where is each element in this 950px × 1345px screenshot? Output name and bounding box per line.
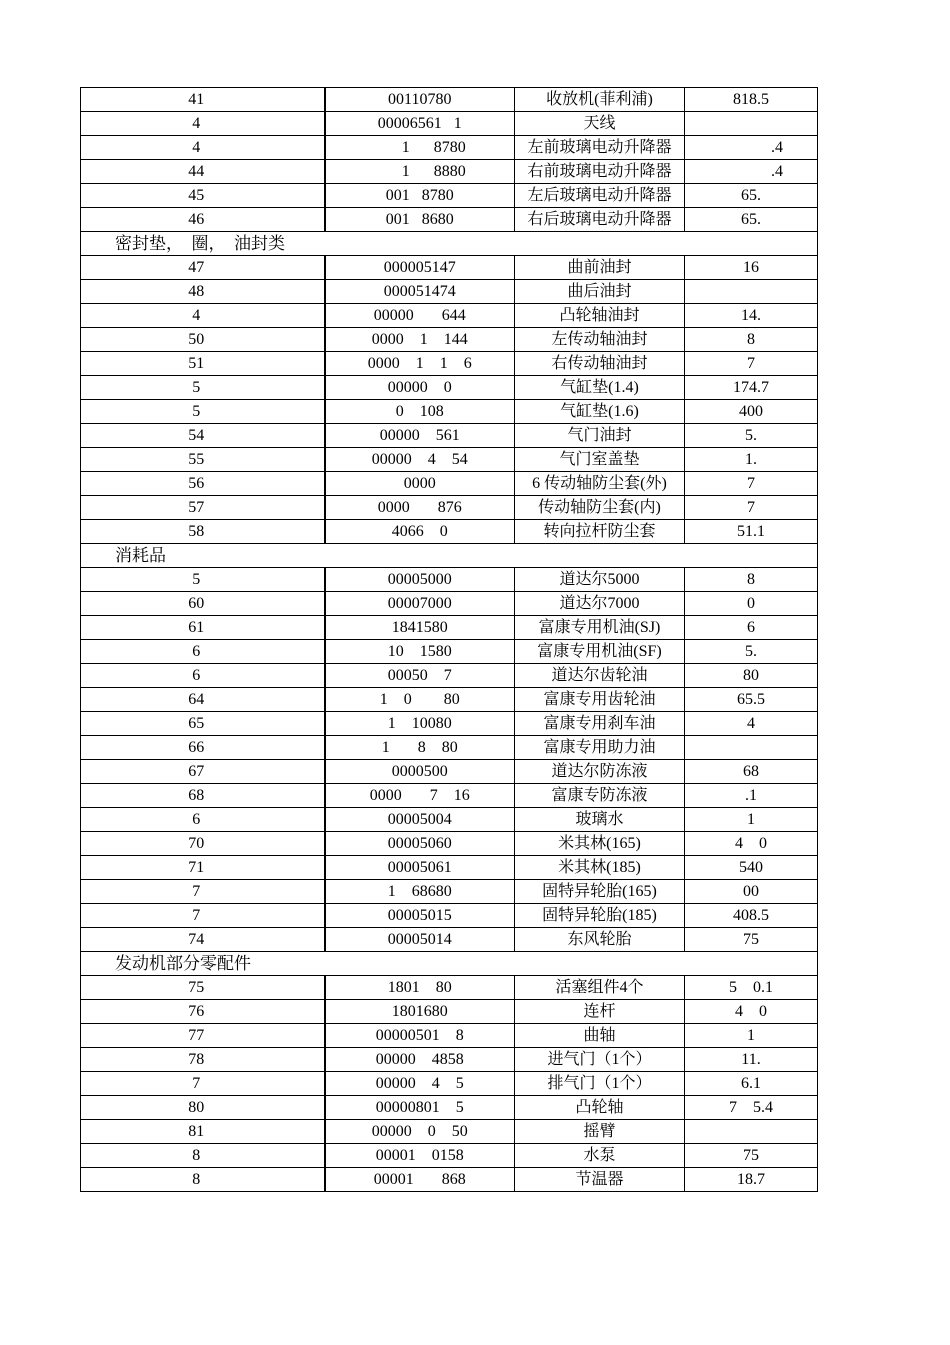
part-price: 7	[685, 352, 818, 376]
row-number: 6	[81, 664, 325, 688]
part-name: 气缸垫(1.6)	[515, 400, 685, 424]
table-row	[81, 928, 818, 952]
part-name: 水泵	[515, 1144, 685, 1168]
row-number: 76	[81, 1000, 325, 1024]
part-code: 00001 0158	[325, 1144, 515, 1168]
part-code: 0 108	[325, 400, 515, 424]
part-code: 00000801 5	[325, 1096, 515, 1120]
part-code: 0000 1 1 6	[325, 352, 515, 376]
part-name: 凸轮轴	[515, 1096, 685, 1120]
row-number: 64	[81, 688, 325, 712]
part-name: 富康专用机油(SJ)	[515, 616, 685, 640]
part-code: 0000 876	[325, 496, 515, 520]
row-number: 55	[81, 448, 325, 472]
part-code: 000051474	[325, 280, 515, 304]
section-title: 消耗品	[81, 544, 818, 568]
table-row	[81, 592, 818, 616]
part-price: .4	[685, 160, 818, 184]
part-code: 1801 80	[325, 976, 515, 1000]
part-price: 7	[685, 496, 818, 520]
row-number: 65	[81, 712, 325, 736]
table-row	[81, 208, 818, 232]
part-code: 00000 4 54	[325, 448, 515, 472]
part-name: 6 传动轴防尘套(外)	[515, 472, 685, 496]
part-price: 540	[685, 856, 818, 880]
part-name: 左前玻璃电动升降器	[515, 136, 685, 160]
table-row	[81, 784, 818, 808]
part-price: 4 0	[685, 1000, 818, 1024]
part-price: 16	[685, 256, 818, 280]
part-code: 1841580	[325, 616, 515, 640]
row-number: 4	[81, 112, 325, 136]
part-price: 65.	[685, 208, 818, 232]
part-price: 5.	[685, 640, 818, 664]
row-number: 44	[81, 160, 325, 184]
row-number: 5	[81, 568, 325, 592]
table-row	[81, 1096, 818, 1120]
table-row	[81, 400, 818, 424]
part-price: 14.	[685, 304, 818, 328]
part-code: 000005147	[325, 256, 515, 280]
table-row	[81, 736, 818, 760]
section-title: 密封垫， 圈， 油封类	[81, 232, 818, 256]
part-code: 00005014	[325, 928, 515, 952]
part-name: 富康专用助力油	[515, 736, 685, 760]
part-price: 6.1	[685, 1072, 818, 1096]
part-price	[685, 112, 818, 136]
part-name: 摇臂	[515, 1120, 685, 1144]
part-price: 818.5	[685, 88, 818, 112]
part-code: 0000 1 144	[325, 328, 515, 352]
table-row	[81, 712, 818, 736]
part-name: 右后玻璃电动升降器	[515, 208, 685, 232]
section-header-row	[81, 544, 818, 568]
row-number: 50	[81, 328, 325, 352]
row-number: 70	[81, 832, 325, 856]
row-number: 80	[81, 1096, 325, 1120]
part-name: 玻璃水	[515, 808, 685, 832]
part-name: 曲后油封	[515, 280, 685, 304]
row-number: 71	[81, 856, 325, 880]
table-row	[81, 1144, 818, 1168]
row-number: 48	[81, 280, 325, 304]
row-number: 46	[81, 208, 325, 232]
part-code: 00001 868	[325, 1168, 515, 1192]
table-row	[81, 616, 818, 640]
part-name: 气缸垫(1.4)	[515, 376, 685, 400]
part-name: 右前玻璃电动升降器	[515, 160, 685, 184]
part-price: 400	[685, 400, 818, 424]
table-row	[81, 352, 818, 376]
part-name: 转向拉杆防尘套	[515, 520, 685, 544]
row-number: 54	[81, 424, 325, 448]
table-row	[81, 1072, 818, 1096]
part-price: 75	[685, 928, 818, 952]
part-code: 00000 0 50	[325, 1120, 515, 1144]
part-code: 10 1580	[325, 640, 515, 664]
part-code: 1 8 80	[325, 736, 515, 760]
table-row	[81, 184, 818, 208]
part-code: 1801680	[325, 1000, 515, 1024]
part-code: 00000 4858	[325, 1048, 515, 1072]
part-name: 东风轮胎	[515, 928, 685, 952]
part-code: 00006561 1	[325, 112, 515, 136]
section-title: 发动机部分零配件	[81, 952, 818, 976]
row-number: 45	[81, 184, 325, 208]
part-code: 00000 561	[325, 424, 515, 448]
row-number: 4	[81, 304, 325, 328]
table-row	[81, 880, 818, 904]
part-price: 174.7	[685, 376, 818, 400]
row-number: 60	[81, 592, 325, 616]
table-row	[81, 256, 818, 280]
part-code: 1 8880	[325, 160, 515, 184]
table-row	[81, 832, 818, 856]
row-number: 7	[81, 904, 325, 928]
row-number: 77	[81, 1024, 325, 1048]
part-name: 左后玻璃电动升降器	[515, 184, 685, 208]
part-code: 00005015	[325, 904, 515, 928]
part-price: 75	[685, 1144, 818, 1168]
part-price: 7	[685, 472, 818, 496]
row-number: 7	[81, 1072, 325, 1096]
table-row	[81, 448, 818, 472]
row-number: 61	[81, 616, 325, 640]
table-row	[81, 1024, 818, 1048]
row-number: 56	[81, 472, 325, 496]
part-price: 18.7	[685, 1168, 818, 1192]
part-code: 00005000	[325, 568, 515, 592]
table-row	[81, 1048, 818, 1072]
table-row	[81, 280, 818, 304]
part-price: .4	[685, 136, 818, 160]
part-code: 1 8780	[325, 136, 515, 160]
part-name: 气门油封	[515, 424, 685, 448]
table-row	[81, 472, 818, 496]
part-price	[685, 1120, 818, 1144]
part-price: 1.	[685, 448, 818, 472]
row-number: 7	[81, 880, 325, 904]
table-row	[81, 760, 818, 784]
row-number: 6	[81, 640, 325, 664]
table-row	[81, 304, 818, 328]
row-number: 5	[81, 400, 325, 424]
part-name: 米其林(165)	[515, 832, 685, 856]
part-name: 活塞组件4个	[515, 976, 685, 1000]
row-number: 81	[81, 1120, 325, 1144]
part-name: 进气门（1个）	[515, 1048, 685, 1072]
part-price: 68	[685, 760, 818, 784]
section-header-row	[81, 232, 818, 256]
part-code: 00050 7	[325, 664, 515, 688]
part-price: 0	[685, 592, 818, 616]
part-code: 00000 0	[325, 376, 515, 400]
part-name: 曲轴	[515, 1024, 685, 1048]
part-name: 传动轴防尘套(内)	[515, 496, 685, 520]
row-number: 4	[81, 136, 325, 160]
part-code: 0000500	[325, 760, 515, 784]
part-code: 00007000	[325, 592, 515, 616]
part-name: 左传动轴油封	[515, 328, 685, 352]
row-number: 68	[81, 784, 325, 808]
table-row	[81, 808, 818, 832]
table-row	[81, 160, 818, 184]
row-number: 78	[81, 1048, 325, 1072]
part-name: 曲前油封	[515, 256, 685, 280]
table-row	[81, 88, 818, 112]
part-name: 富康专用齿轮油	[515, 688, 685, 712]
table-row	[81, 856, 818, 880]
part-name: 道达尔防冻液	[515, 760, 685, 784]
part-name: 道达尔齿轮油	[515, 664, 685, 688]
row-number: 6	[81, 808, 325, 832]
part-code: 0000 7 16	[325, 784, 515, 808]
part-price: 7 5.4	[685, 1096, 818, 1120]
part-code: 00000 644	[325, 304, 515, 328]
table-row	[81, 112, 818, 136]
row-number: 67	[81, 760, 325, 784]
row-number: 58	[81, 520, 325, 544]
table-row	[81, 1000, 818, 1024]
parts-table	[80, 87, 818, 1192]
part-code: 00005004	[325, 808, 515, 832]
part-price: 80	[685, 664, 818, 688]
parts-table-body	[81, 88, 818, 1192]
table-row	[81, 976, 818, 1000]
part-name: 排气门（1个）	[515, 1072, 685, 1096]
row-number: 47	[81, 256, 325, 280]
part-name: 收放机(菲利浦)	[515, 88, 685, 112]
part-code: 00110780	[325, 88, 515, 112]
part-code: 1 0 80	[325, 688, 515, 712]
part-code: 1 10080	[325, 712, 515, 736]
part-price: 65.5	[685, 688, 818, 712]
table-row	[81, 664, 818, 688]
table-row	[81, 136, 818, 160]
table-row	[81, 1120, 818, 1144]
part-price: 8	[685, 328, 818, 352]
part-code: 4066 0	[325, 520, 515, 544]
table-row	[81, 1168, 818, 1192]
part-price: 11.	[685, 1048, 818, 1072]
row-number: 74	[81, 928, 325, 952]
part-name: 道达尔7000	[515, 592, 685, 616]
part-price	[685, 736, 818, 760]
part-code: 00005060	[325, 832, 515, 856]
part-price: 6	[685, 616, 818, 640]
table-row	[81, 496, 818, 520]
part-price: 4	[685, 712, 818, 736]
part-name: 固特异轮胎(165)	[515, 880, 685, 904]
part-price: 5 0.1	[685, 976, 818, 1000]
part-name: 富康专用刹车油	[515, 712, 685, 736]
part-price: 00	[685, 880, 818, 904]
part-name: 固特异轮胎(185)	[515, 904, 685, 928]
part-code: 00000501 8	[325, 1024, 515, 1048]
part-price: .1	[685, 784, 818, 808]
part-price: 1	[685, 808, 818, 832]
row-number: 8	[81, 1168, 325, 1192]
part-code: 00005061	[325, 856, 515, 880]
part-price: 1	[685, 1024, 818, 1048]
part-price: 408.5	[685, 904, 818, 928]
table-row	[81, 688, 818, 712]
part-code: 001 8680	[325, 208, 515, 232]
row-number: 41	[81, 88, 325, 112]
parts-price-sheet	[80, 87, 817, 1192]
table-row	[81, 904, 818, 928]
table-row	[81, 424, 818, 448]
part-name: 富康专用机油(SF)	[515, 640, 685, 664]
part-price	[685, 280, 818, 304]
part-code: 00000 4 5	[325, 1072, 515, 1096]
part-price: 51.1	[685, 520, 818, 544]
part-name: 连杆	[515, 1000, 685, 1024]
part-name: 右传动轴油封	[515, 352, 685, 376]
table-row	[81, 640, 818, 664]
part-price: 65.	[685, 184, 818, 208]
table-row	[81, 376, 818, 400]
row-number: 66	[81, 736, 325, 760]
row-number: 51	[81, 352, 325, 376]
section-header-row	[81, 952, 818, 976]
part-price: 5.	[685, 424, 818, 448]
row-number: 8	[81, 1144, 325, 1168]
part-name: 节温器	[515, 1168, 685, 1192]
table-row	[81, 328, 818, 352]
part-price: 8	[685, 568, 818, 592]
part-code: 1 68680	[325, 880, 515, 904]
row-number: 57	[81, 496, 325, 520]
part-name: 气门室盖垫	[515, 448, 685, 472]
part-code: 001 8780	[325, 184, 515, 208]
part-price: 4 0	[685, 832, 818, 856]
row-number: 75	[81, 976, 325, 1000]
part-name: 凸轮轴油封	[515, 304, 685, 328]
part-name: 道达尔5000	[515, 568, 685, 592]
part-name: 富康专防冻液	[515, 784, 685, 808]
part-name: 天线	[515, 112, 685, 136]
row-number: 5	[81, 376, 325, 400]
part-name: 米其林(185)	[515, 856, 685, 880]
table-row	[81, 568, 818, 592]
part-code: 0000	[325, 472, 515, 496]
table-row	[81, 520, 818, 544]
